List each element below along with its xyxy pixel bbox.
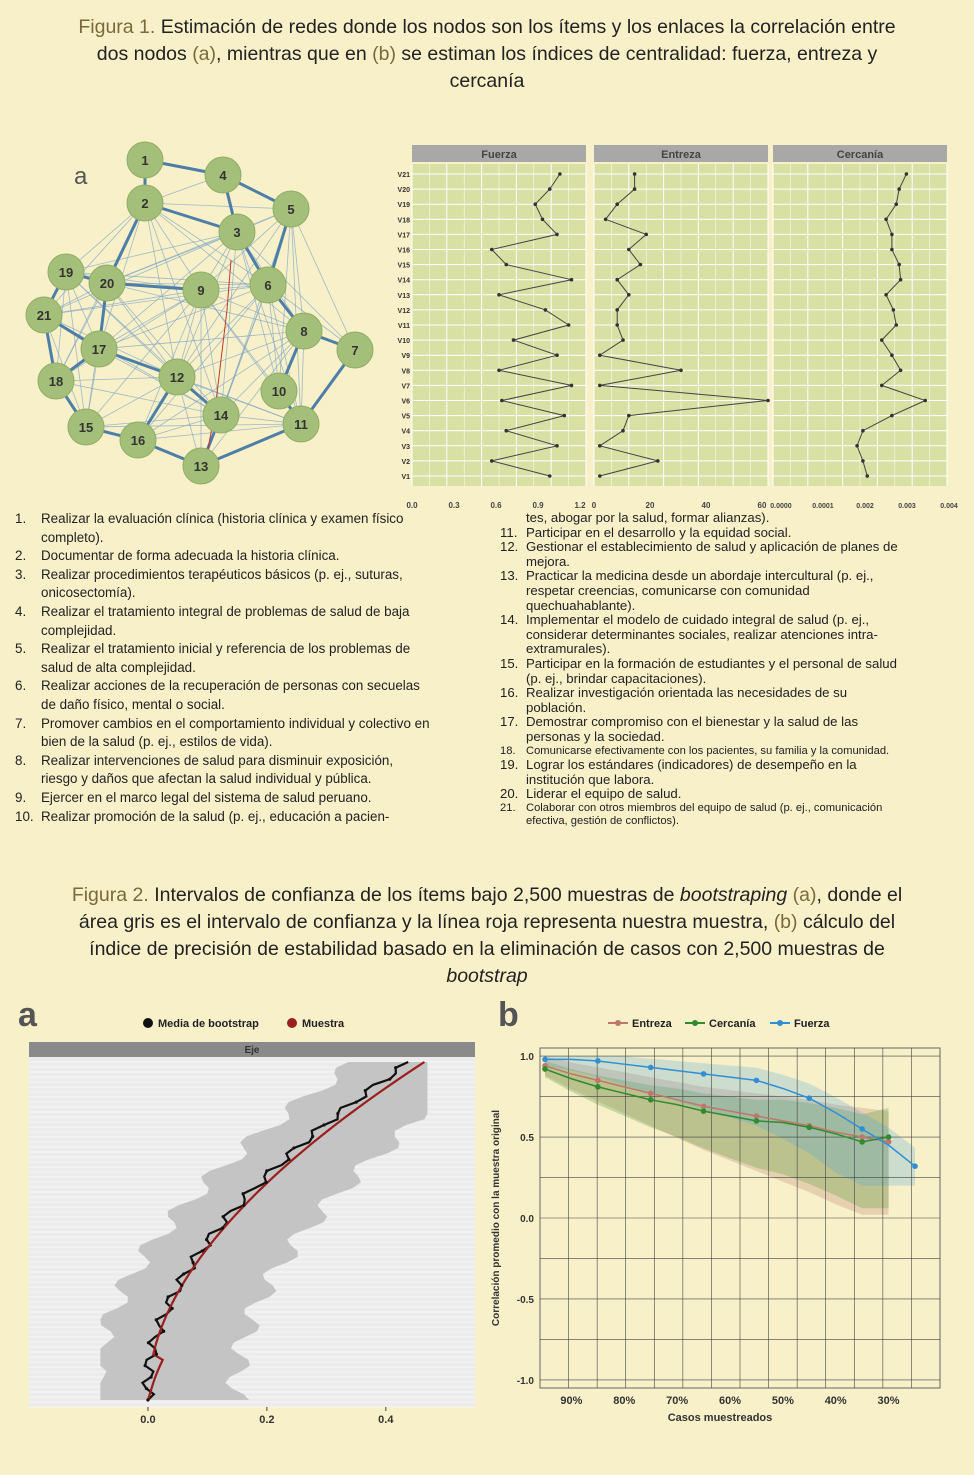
centrality-point — [615, 278, 619, 282]
network-node-label: 7 — [351, 343, 359, 358]
centrality-point — [897, 263, 901, 267]
figure2-caption-2: , donde el área gris es el intervalo de confianza y la línea roja representa nuestra muestra, — [78, 884, 903, 933]
series-point — [806, 1125, 812, 1131]
centrality-point — [855, 444, 859, 448]
series-point — [542, 1057, 548, 1063]
legend-marker — [615, 1020, 621, 1026]
item-text: Participar en la formación de estudiantes y el personal de salud (p. ej., brindar capacitaciones). — [526, 655, 897, 686]
row-label: V12 — [397, 307, 410, 315]
series-point — [595, 1084, 601, 1090]
centrality-point — [884, 218, 888, 222]
figure2-italic-1: bootstraping — [679, 884, 788, 906]
centrality-point — [899, 369, 903, 373]
item-text: Ejercer en el marco legal del sistema de salud peruano. — [41, 789, 372, 805]
centrality-point — [615, 202, 619, 206]
series-point — [754, 1078, 760, 1084]
item-text: Demostrar compromiso con el bienestar y la salud de las personas y la sociedad. — [526, 714, 859, 744]
series-point — [648, 1091, 654, 1097]
legend-marker-bootstrap — [143, 1018, 153, 1028]
figure1-caption-mid: , mientras que en — [216, 43, 367, 65]
x-axis-label: Casos muestreados — [667, 1412, 773, 1424]
list-item — [15, 677, 430, 714]
centrality-point — [570, 384, 574, 388]
bootstrap-mean-point — [242, 1192, 245, 1195]
legend-marker — [692, 1020, 698, 1026]
list-item — [500, 526, 910, 541]
row-label: V16 — [397, 247, 410, 255]
list-item — [15, 715, 430, 752]
centrality-point — [541, 218, 545, 222]
item-number: 5. — [15, 641, 27, 657]
centrality-point — [533, 202, 537, 206]
centrality-point — [766, 399, 770, 403]
figure1-caption-text: Estimación de redes donde los nodos son los ítems y los enlaces la correlación entre dos nodos — [96, 16, 896, 65]
bootstrap-mean-point — [311, 1135, 314, 1138]
legend-label: Cercanía — [709, 1018, 756, 1030]
row-label: V19 — [397, 202, 410, 210]
item-text: Comunicarse efectivamente con los pacientes, su familia y la comunidad. — [526, 744, 890, 757]
centrality-point — [880, 338, 884, 342]
item-number: 1. — [15, 511, 27, 526]
network-graph — [15, 140, 385, 485]
tick-label: 0.0000 — [770, 503, 792, 510]
legend-marker — [777, 1020, 783, 1026]
stability-chart — [485, 1005, 955, 1430]
centrality-point — [633, 172, 637, 176]
tick-label: 50% — [771, 1395, 794, 1407]
bootstrap-mean-point — [180, 1284, 183, 1287]
row-label: V13 — [397, 292, 410, 300]
tick-label: -1.0 — [516, 1375, 534, 1387]
item-number: 8. — [15, 752, 27, 768]
row-label: V14 — [397, 277, 410, 285]
network-edge — [221, 285, 268, 415]
list-item — [15, 603, 430, 640]
item-text: Realizar el tratamiento integral de problemas de salud de baja complejidad. — [41, 603, 410, 638]
item-number: 14. — [500, 612, 519, 628]
row-label: V11 — [397, 323, 410, 330]
item-number: 6. — [15, 678, 27, 694]
network-node-label: 5 — [287, 202, 295, 217]
bootstrap-mean-point — [322, 1123, 325, 1126]
bootstrap-mean-point — [144, 1364, 147, 1367]
list-item — [500, 802, 910, 829]
row-label: V17 — [397, 232, 410, 240]
tick-label: 0.2 — [259, 1414, 275, 1426]
centrality-point — [598, 384, 602, 388]
series-point — [754, 1113, 760, 1119]
figure2-caption — [60, 882, 914, 990]
centrality-point — [861, 429, 865, 433]
list-item — [500, 745, 910, 759]
item-number: 12. — [500, 539, 519, 555]
y-axis-label: Correlación promedio con la muestra original — [491, 1109, 502, 1327]
item-text: Colaborar con otros miembros del equipo de salud (p. ej., comunicación efectiva, gestión de conflictos). — [526, 801, 883, 828]
tick-label: 0 — [591, 501, 597, 510]
list-item — [500, 613, 910, 657]
figure1-caption-tail: se estiman los índices de centralidad: fuerza, entreza y cercanía — [401, 43, 878, 92]
figure1-caption — [60, 14, 914, 95]
centrality-point — [639, 263, 643, 267]
item-number: 13. — [500, 568, 519, 584]
centrality-point — [490, 248, 494, 252]
tick-label: 70% — [666, 1395, 689, 1407]
list-item — [15, 789, 430, 808]
bootstrap-mean-point — [364, 1089, 367, 1092]
bootstrap-mean-point — [155, 1353, 158, 1356]
figure1-label: Figura 1. — [78, 16, 156, 38]
centrality-point — [500, 399, 504, 403]
tick-label: 80% — [613, 1395, 636, 1407]
items-list-left — [15, 510, 430, 826]
series-point — [595, 1058, 601, 1064]
network-node-label: 13 — [193, 459, 209, 474]
bootstrap-mean-point — [171, 1307, 174, 1310]
row-label: V8 — [401, 368, 410, 376]
list-item-continuation — [500, 511, 910, 526]
centrality-point — [497, 369, 501, 373]
item-number: 15. — [500, 655, 519, 671]
bootstrap-mean-point — [265, 1181, 268, 1184]
centrality-point — [892, 308, 896, 312]
bootstrap-mean-point — [167, 1295, 170, 1298]
series-point — [701, 1071, 707, 1077]
bootstrap-mean-point — [221, 1227, 224, 1230]
list-item — [15, 640, 430, 677]
tick-label: 60% — [718, 1395, 742, 1407]
centrality-point — [890, 248, 894, 252]
centrality-point — [633, 187, 637, 191]
centrality-point — [865, 474, 869, 478]
list-item — [500, 758, 910, 787]
network-node-label: 6 — [264, 278, 272, 293]
list-item — [500, 787, 910, 802]
series-point — [806, 1095, 812, 1101]
network-node-label: 8 — [300, 324, 308, 339]
centrality-point — [644, 233, 648, 237]
centrality-point — [558, 172, 562, 176]
item-text: Gestionar el establecimiento de salud y aplicación de planes de mejora. — [526, 539, 898, 569]
item-number: 9. — [15, 789, 27, 805]
item-number: 3. — [15, 566, 27, 582]
centrality-point — [621, 429, 625, 433]
tick-label: 20 — [645, 501, 655, 510]
series-point — [912, 1163, 918, 1169]
figure2-label: Figura 2. — [71, 884, 149, 906]
network-node-label: 9 — [197, 283, 205, 298]
bootstrap-mean-point — [394, 1066, 397, 1069]
legend-marker-muestra — [287, 1018, 297, 1028]
figure2-italic-2: bootstrap — [446, 965, 528, 987]
centrality-point — [598, 353, 602, 357]
network-node-label: 14 — [213, 408, 229, 423]
item-number: 11. — [500, 524, 518, 540]
centrality-point — [621, 338, 625, 342]
row-label: V2 — [401, 458, 410, 466]
tick-label: 0.0 — [406, 501, 418, 510]
tick-label: 0.003 — [898, 503, 916, 510]
item-text: Realizar intervenciones de salud para disminuir exposición, riesgo y daños que afectan la salud individual y pública. — [41, 752, 394, 787]
bootstrap-mean-point — [242, 1204, 245, 1207]
row-label: V5 — [401, 413, 410, 421]
series-point — [701, 1103, 707, 1109]
row-label: V21 — [397, 172, 410, 179]
network-node-label: 18 — [48, 374, 64, 389]
item-text: Realizar promoción de la salud (p. ej., educación a pacien- — [41, 808, 390, 824]
centrality-point — [490, 459, 494, 463]
tick-label: 0.4 — [378, 1414, 394, 1426]
bootstrap-mean-point — [355, 1101, 358, 1104]
item-number: 10. — [15, 808, 34, 824]
tick-label: 60 — [757, 501, 767, 510]
item-text: Lograr los estándares (indicadores) de desempeño en la institución que labora. — [526, 757, 857, 787]
figure2-a-ref: (a) — [792, 884, 817, 906]
series-point — [859, 1139, 865, 1145]
centrality-point — [890, 233, 894, 237]
centrality-point — [905, 172, 909, 176]
item-number: 2. — [15, 548, 27, 564]
item-text: Practicar la medicina desde un abordaje intercultural (p. ej., respetar creencias, comunicarse con comunidad quechuahablante). — [526, 568, 874, 613]
tick-label: 0.002 — [856, 503, 874, 510]
row-label: V15 — [397, 262, 410, 270]
tick-label: 40% — [824, 1395, 847, 1407]
centrality-point — [656, 459, 660, 463]
centrality-point — [548, 187, 552, 191]
centrality-point — [890, 414, 894, 418]
series-point — [595, 1078, 601, 1084]
centrality-point — [598, 474, 602, 478]
item-text: Realizar procedimientos terapéuticos básicos (p. ej., suturas, onicosectomía). — [41, 566, 403, 601]
bootstrap-mean-point — [205, 1238, 208, 1241]
list-item — [500, 540, 910, 569]
item-text: Documentar de forma adecuada la historia clínica. — [41, 548, 340, 564]
bootstrap-mean-point — [191, 1261, 194, 1264]
tick-label: 0.0 — [140, 1414, 156, 1426]
centrality-point — [562, 414, 566, 418]
item-number: 17. — [500, 714, 519, 730]
item-text: Implementar el modelo de cuidado integral de salud (p. ej., considerar determinantes sociales, realizar atenciones intra-extramurales). — [526, 612, 878, 657]
bootstrap-mean-point — [149, 1375, 152, 1378]
bootstrap-mean-point — [145, 1387, 148, 1390]
centrality-point — [899, 278, 903, 282]
network-node-label: 11 — [294, 417, 308, 432]
list-item — [15, 510, 430, 547]
network-node-label: 21 — [36, 308, 52, 323]
centrality-point — [897, 187, 901, 191]
item-number: 16. — [500, 685, 519, 701]
centrality-point — [604, 218, 608, 222]
centrality-point — [627, 248, 631, 252]
row-label: V1 — [401, 474, 410, 481]
centrality-point — [570, 278, 574, 282]
network-node-label: 15 — [78, 420, 94, 435]
network-node-label: 10 — [271, 384, 287, 399]
centrality-point — [627, 414, 631, 418]
row-label: V6 — [401, 398, 410, 406]
centrality-point — [615, 323, 619, 327]
list-item — [15, 547, 430, 566]
centrality-point — [567, 323, 571, 327]
centrality-point — [497, 293, 501, 297]
list-item — [500, 686, 910, 715]
bootstrap-mean-point — [388, 1078, 391, 1081]
figure2-b-ref: (b) — [773, 911, 798, 933]
list-item — [15, 752, 430, 789]
panel-title: Eje — [244, 1045, 260, 1056]
centrality-point — [544, 308, 548, 312]
figure2-caption-3: cálculo del índice de precisión de estabilidad basado en la eliminación de casos con 2,500 muestras de — [89, 911, 896, 960]
bootstrap-mean-point — [292, 1146, 295, 1149]
item-text: Realizar investigación orientada las necesidades de su población. — [526, 685, 848, 715]
centrality-point — [512, 338, 516, 342]
network-node-label: 20 — [99, 276, 115, 291]
bootstrap-interval-chart — [20, 1005, 490, 1425]
tick-label: 0.9 — [532, 501, 544, 510]
bootstrap-mean-point — [265, 1169, 268, 1172]
tick-label: 0.5 — [520, 1133, 534, 1145]
network-panel-letter: a — [74, 163, 88, 190]
network-node-label: 4 — [219, 168, 227, 183]
network-node-label: 19 — [58, 265, 74, 280]
legend-label: Fuerza — [794, 1018, 830, 1030]
tick-label: 0.004 — [940, 503, 958, 510]
legend-label-muestra: Muestra — [302, 1018, 345, 1030]
item-text: Realizar la evaluación clínica (historia clínica y examen físico completo). — [41, 511, 404, 545]
item-number: 4. — [15, 603, 27, 619]
series-point — [859, 1134, 865, 1140]
continuation-text: tes, abogar por la salud, formar alianzas). — [526, 510, 770, 525]
item-number: 20. — [500, 786, 519, 802]
centrality-point — [555, 353, 559, 357]
tick-label: 1.2 — [574, 501, 586, 510]
tick-label: 0.0 — [520, 1214, 534, 1225]
bootstrap-mean-point — [200, 1249, 203, 1252]
centrality-point — [555, 444, 559, 448]
centrality-point — [598, 444, 602, 448]
row-label: V9 — [401, 353, 410, 361]
series-point — [886, 1134, 892, 1140]
item-text: Participar en el desarrollo y la equidad social. — [526, 524, 792, 540]
bootstrap-mean-point — [155, 1318, 158, 1321]
centrality-point — [890, 353, 894, 357]
tick-label: 1.0 — [520, 1052, 534, 1064]
network-node-label: 1 — [141, 153, 149, 168]
panel-title: Fuerza — [481, 149, 517, 161]
centrality-point — [548, 474, 552, 478]
tick-label: 90% — [560, 1395, 583, 1407]
panel-title: Cercanía — [836, 149, 884, 161]
item-number: 7. — [15, 715, 27, 731]
panel-title: Entreza — [661, 149, 701, 161]
series-point — [648, 1097, 654, 1103]
item-text: Realizar el tratamiento inicial y referencia de los problemas de salud de alta complejidad. — [41, 641, 411, 675]
centrality-point — [504, 263, 508, 267]
items-list-right — [500, 511, 910, 829]
series-point — [754, 1118, 760, 1124]
list-item — [500, 715, 910, 744]
centrality-point — [880, 384, 884, 388]
bootstrap-mean-point — [147, 1341, 150, 1344]
centrality-charts — [385, 140, 958, 510]
network-edge — [44, 290, 201, 315]
network-node-label: 2 — [141, 196, 149, 211]
legend-label: Entreza — [632, 1018, 672, 1030]
list-item — [500, 569, 910, 613]
list-item — [15, 566, 430, 603]
centrality-point — [923, 399, 927, 403]
row-label: V3 — [401, 443, 410, 451]
centrality-point — [627, 293, 631, 297]
row-label: V4 — [401, 428, 410, 436]
panel-b-letter: b — [498, 996, 519, 1034]
row-label: V7 — [401, 383, 410, 391]
item-number: 21. — [500, 801, 516, 814]
tick-label: 0.3 — [448, 501, 460, 510]
centrality-point — [894, 202, 898, 206]
item-number: 18. — [500, 744, 516, 757]
row-label: V10 — [397, 338, 410, 346]
centrality-point — [894, 323, 898, 327]
legend-label-bootstrap: Media de bootstrap — [158, 1018, 259, 1030]
network-edge — [145, 203, 291, 209]
network-node-label: 16 — [130, 433, 146, 448]
centrality-point — [615, 308, 619, 312]
bootstrap-mean-point — [222, 1215, 225, 1218]
list-item — [500, 657, 910, 686]
network-node-label: 3 — [233, 225, 241, 240]
series-point — [542, 1066, 548, 1072]
tick-label: 0.0001 — [812, 503, 834, 510]
centrality-point — [861, 459, 865, 463]
centrality-point — [884, 293, 888, 297]
centrality-point — [679, 369, 683, 373]
item-number: 19. — [500, 757, 519, 773]
item-text: Promover cambios en el comportamiento individual y colectivo en bien de la salud (p. ej., estilos de vida). — [41, 715, 430, 750]
bootstrap-mean-point — [336, 1112, 339, 1115]
panel-a-letter: a — [18, 996, 37, 1034]
centrality-point — [504, 429, 508, 433]
figure2-caption-1: Intervalos de confianza de los ítems bajo 2,500 muestras de — [154, 884, 675, 906]
tick-label: 40 — [701, 501, 711, 510]
network-node-label: 12 — [169, 370, 185, 385]
tick-label: 0.6 — [490, 501, 502, 510]
item-text: Liderar el equipo de salud. — [526, 786, 682, 802]
figure1-a-ref: (a) — [192, 43, 217, 65]
bootstrap-mean-point — [146, 1398, 149, 1401]
row-label: V18 — [397, 217, 410, 225]
item-text: Realizar acciones de la recuperación de personas con secuelas de daño físico, mental o social. — [41, 678, 420, 712]
row-label: V20 — [397, 187, 410, 195]
centrality-point — [555, 233, 559, 237]
tick-label: -0.5 — [516, 1294, 534, 1306]
network-edge — [177, 331, 304, 377]
network-node-label: 17 — [91, 342, 107, 357]
list-item — [15, 808, 430, 827]
bootstrap-mean-point — [287, 1158, 290, 1161]
tick-label: 30% — [877, 1395, 900, 1407]
bootstrap-mean-point — [182, 1272, 185, 1275]
bootstrap-mean-point — [162, 1330, 165, 1333]
figure1-b-ref: (b) — [372, 43, 396, 65]
series-point — [648, 1065, 654, 1071]
series-point — [859, 1126, 865, 1132]
series-point — [701, 1108, 707, 1114]
